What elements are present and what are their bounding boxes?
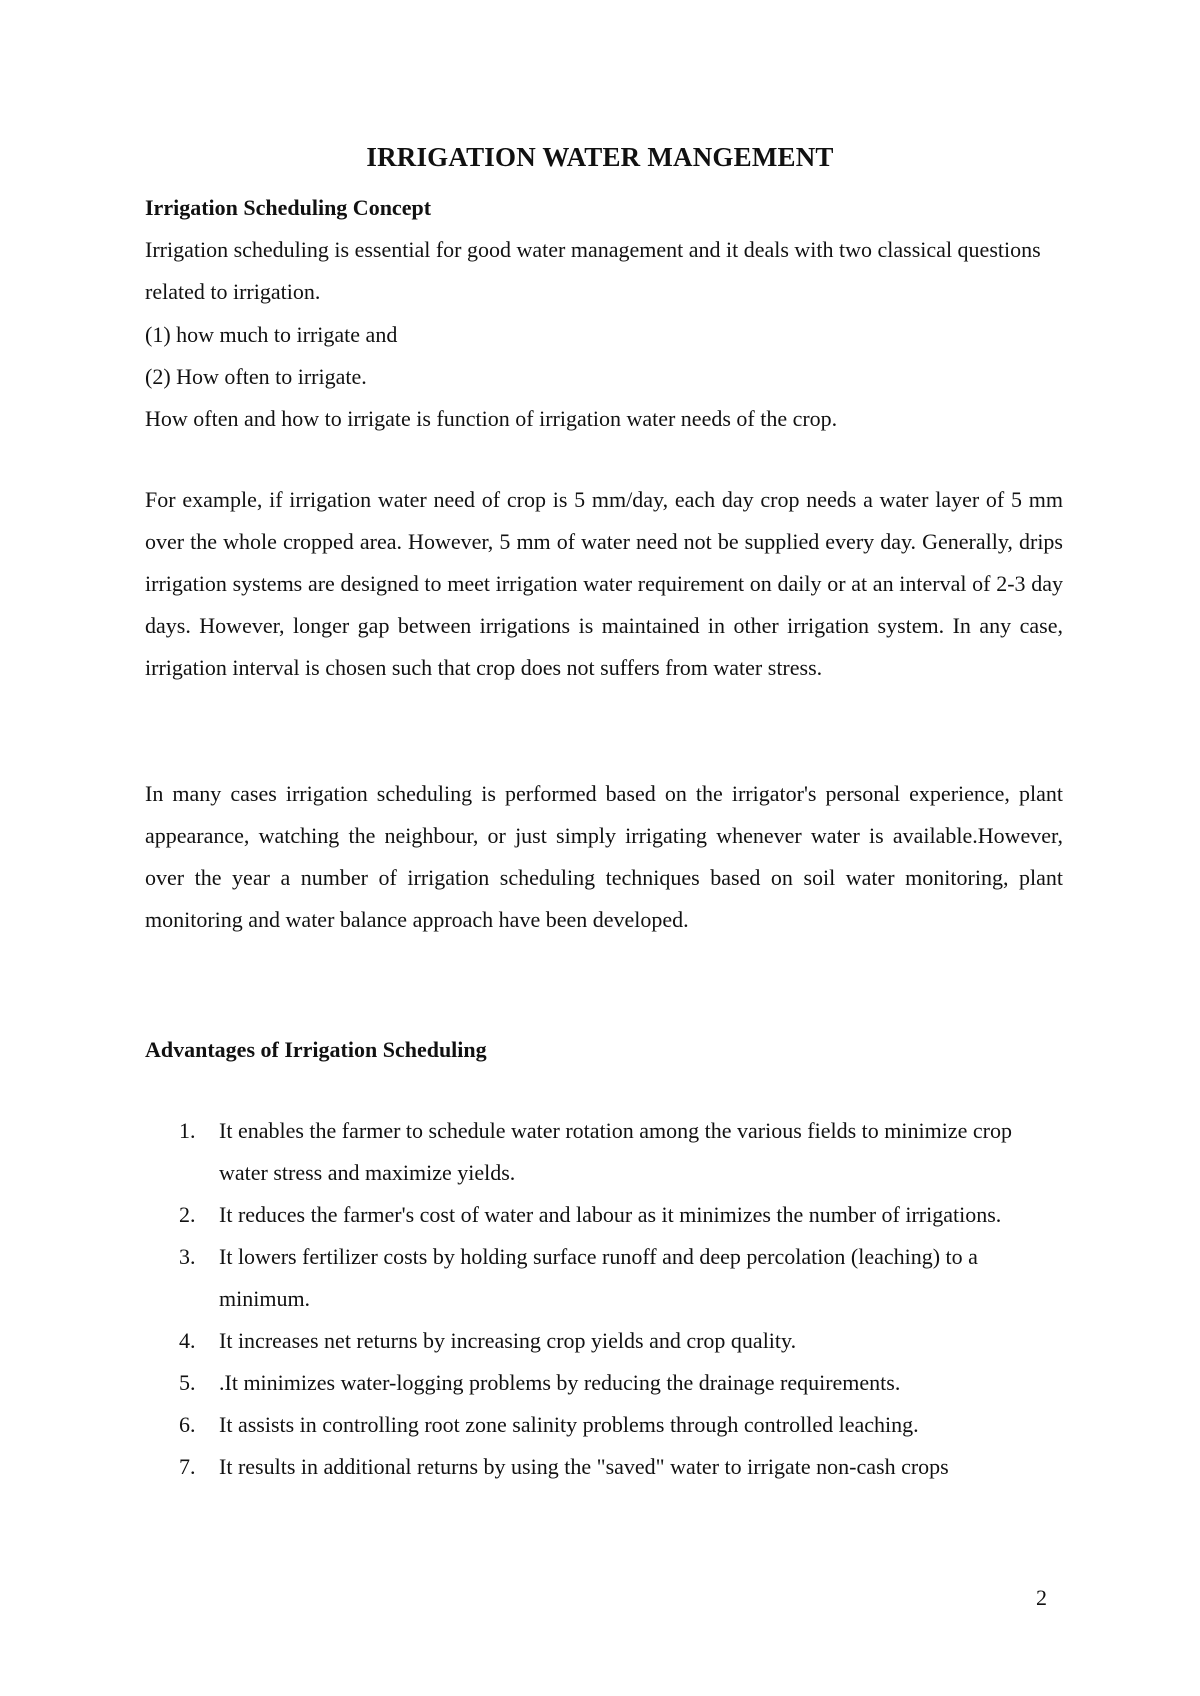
section-heading-concept: Irrigation Scheduling Concept	[145, 195, 432, 220]
list-number: 2.	[179, 1202, 196, 1227]
intro-paragraph: Irrigation scheduling is essential for good water management and it deals with two classical questions related to irrigation.	[145, 237, 1041, 304]
list-item	[145, 1194, 1065, 1236]
list-item	[145, 1320, 1065, 1362]
section-heading-advantages: Advantages of Irrigation Scheduling	[145, 1037, 487, 1062]
advantages-list	[145, 1110, 1065, 1488]
list-number: 6.	[179, 1412, 196, 1437]
list-text: .It minimizes water-logging problems by reducing the drainage requirements.	[219, 1370, 901, 1395]
list-item	[145, 1110, 1065, 1194]
list-item	[145, 1362, 1065, 1404]
list-text: It increases net returns by increasing crop yields and crop quality.	[219, 1328, 797, 1353]
question-2: (2) How often to irrigate.	[145, 364, 367, 389]
page-title: IRRIGATION WATER MANGEMENT	[366, 142, 834, 172]
list-text: It results in additional returns by using the "saved" water to irrigate non-cash crops	[219, 1454, 949, 1479]
page-number: 2	[1036, 1585, 1047, 1610]
list-number: 7.	[179, 1454, 196, 1479]
list-text: It assists in controlling root zone salinity problems through controlled leaching.	[219, 1412, 919, 1437]
list-item	[145, 1446, 1065, 1488]
example-paragraph: For example, if irrigation water need of crop is 5 mm/day, each day crop needs a water layer of 5 mm over the whole cropped area. However, 5 mm of water need not be supplied every day. Generally, drips irrigation systems are designed to meet irrigation water requirement on daily or at an interval of 2-3 day days. However, longer gap between irrigations is maintained in other irrigation system. In any case, irrigation interval is chosen such that crop does not suffers from water stress.	[145, 487, 1063, 680]
list-number: 1.	[179, 1118, 196, 1143]
list-number: 5.	[179, 1370, 196, 1395]
list-number: 3.	[179, 1244, 196, 1269]
summary-line: How often and how to irrigate is function of irrigation water needs of the crop.	[145, 406, 838, 431]
list-text: It reduces the farmer's cost of water and labour as it minimizes the number of irrigations.	[219, 1202, 1002, 1227]
list-text: It enables the farmer to schedule water rotation among the various fields to minimize crop water stress and maximize yields.	[219, 1118, 1012, 1185]
question-1: (1) how much to irrigate and	[145, 322, 398, 347]
scheduling-paragraph: In many cases irrigation scheduling is performed based on the irrigator's personal experience, plant appearance, watching the neighbour, or just simply irrigating whenever water is available.However, over the year a number of irrigation scheduling techniques based on soil water monitoring, plant monitoring and water balance approach have been developed.	[145, 781, 1063, 932]
list-item	[145, 1404, 1065, 1446]
list-text: It lowers fertilizer costs by holding surface runoff and deep percolation (leaching) to a minimum.	[219, 1244, 978, 1311]
list-number: 4.	[179, 1328, 196, 1353]
list-item	[145, 1236, 1065, 1320]
